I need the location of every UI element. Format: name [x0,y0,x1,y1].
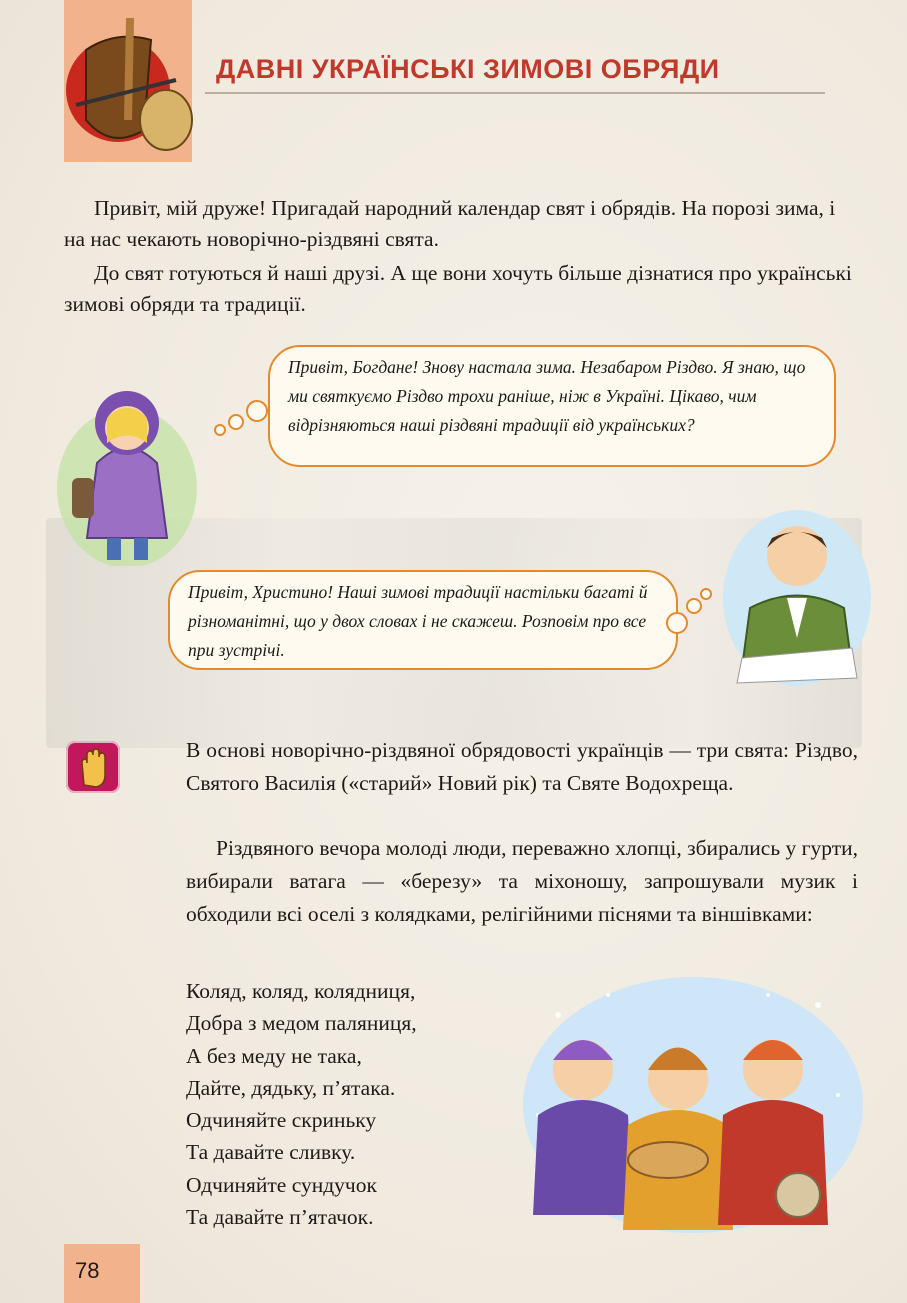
poem-line: Добра з медом паляниця, [186,1011,417,1036]
intro-paragraph-1: Привіт, мій друже! Пригадай народний календар свят і обрядів. На порозі зима, і на нас чекають новорічно-різдвяні свята. [64,196,836,251]
page-number: 78 [75,1258,100,1283]
poem-line: Та давайте сливку. [186,1140,356,1165]
bandura-emblem-icon [56,10,196,160]
thought-dot [214,424,226,436]
boy-speech-bubble: Привіт, Христино! Наші зимові традиції настільки багаті й різноманітні, що у двох словах і не скажеш. Розповім про все при зустрічі. [168,570,678,670]
poem-line: Одчиняйте сундучок [186,1172,377,1197]
poem-line: А без меду не така, [186,1043,362,1068]
thought-dot [228,414,244,430]
main-paragraph-2: Різдвяного вечора молоді люди, переважно хлопці, збирались у гурти, вибирали ватага — «березу» та міхоношу, запрошували музик і обходили всі оселі з колядками, релігійними піснями та віншівками: [186,836,858,926]
thought-dot [666,612,688,634]
girl-illustration [52,368,202,566]
thought-dot [246,400,268,422]
carolers-illustration [518,975,868,1237]
title-divider [205,92,825,94]
poem-line: Коляд, коляд, колядниця, [186,979,416,1003]
poem-line: Дайте, дядьку, п’ятака. [186,1075,396,1100]
main-paragraph-1: В основі новорічно-різдвяної обрядовості українців — три свята: Різдво, Святого Василія («старий» Новий рік) та Святе Водохреща. [186,738,858,795]
poem-line: Одчиняйте скриньку [186,1108,377,1133]
hand-stop-icon [66,741,120,793]
thought-dot [686,598,702,614]
carol-poem [186,975,417,1233]
page-title: ДАВНІ УКРАЇНСЬКІ ЗИМОВІ ОБРЯДИ [216,54,720,84]
boy-illustration [722,498,872,688]
poem-line: Та давайте п’ятачок. [186,1205,374,1230]
girl-speech-bubble: Привіт, Богдане! Знову настала зима. Незабаром Різдво. Я знаю, що ми святкуємо Різдво трохи раніше, ніж в Україні. Цікаво, чим відрізняються наші різдвяні традиції від українських? [268,345,836,467]
intro-paragraph-2: До свят готуються й наші друзі. А ще вони хочуть більше дізнатися про українські зимові обряди та традиції. [64,261,852,316]
thought-dot [700,588,712,600]
